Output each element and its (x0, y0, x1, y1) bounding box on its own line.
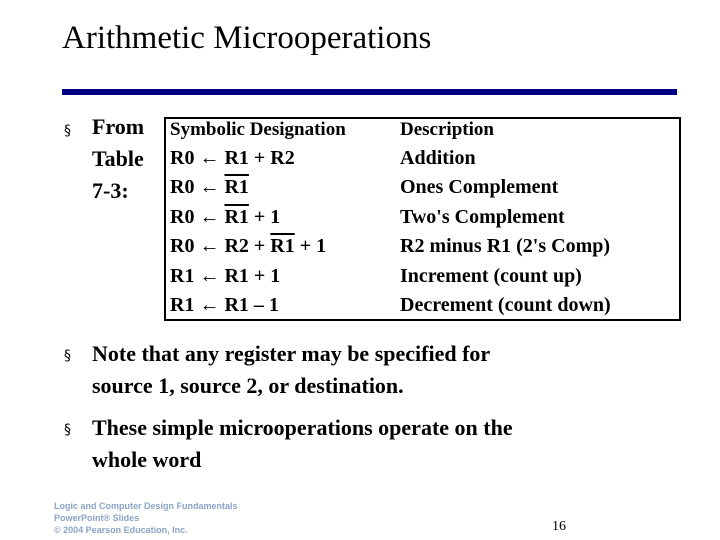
description-cell: Increment (count up) (400, 265, 582, 287)
arrow-icon: ← (199, 265, 220, 287)
footer-line-book: Logic and Computer Design Fundamentals (54, 501, 238, 511)
dest-register: R1 (170, 294, 195, 316)
expr-complement: R1 (224, 206, 249, 228)
slide-title: Arithmetic Microoperations (62, 20, 432, 56)
bullet-marker: § (64, 422, 71, 438)
note-1-line-1: Note that any register may be specified for (92, 341, 491, 366)
dest-register: R0 (170, 176, 195, 198)
expr-pre: R2 + (224, 235, 271, 257)
footer-line-slides: PowerPoint® Slides (54, 513, 140, 523)
intro-line-ref: 7-3: (92, 178, 129, 203)
dest-register: R0 (170, 235, 195, 257)
designation-cell (170, 206, 280, 229)
expr-post: + 1 (248, 206, 281, 228)
header-description: Description (400, 119, 494, 140)
note-1-line-2: source 1, source 2, or destination. (92, 373, 404, 398)
table-row (168, 206, 678, 235)
expr-post: + 1 (294, 235, 327, 257)
description-cell: Ones Complement (400, 176, 559, 198)
arrow-icon: ← (199, 176, 220, 198)
table-row (168, 294, 678, 323)
description-cell: R2 minus R1 (2's Comp) (400, 235, 611, 257)
arrow-icon: ← (199, 294, 220, 316)
expr-pre: R1 – 1 (224, 294, 279, 316)
expr-pre: R1 + 1 (224, 265, 281, 287)
designation-cell (170, 235, 326, 258)
note-2-line-1: These simple microoperations operate on the (92, 415, 513, 440)
header-designation: Symbolic Designation (170, 119, 346, 140)
table-row (168, 265, 678, 294)
description-cell: Decrement (count down) (400, 294, 611, 316)
intro-line-from: From (92, 114, 145, 139)
note-2-line-2: whole word (92, 447, 202, 472)
arrow-icon: ← (199, 206, 220, 228)
expr-pre: R1 + R2 (224, 147, 295, 169)
title-underline (62, 89, 677, 95)
dest-register: R0 (170, 147, 195, 169)
bullet-marker: § (64, 348, 71, 364)
designation-cell (170, 294, 279, 317)
table-row (168, 176, 678, 205)
expr-complement: R1 (270, 235, 295, 257)
dest-register: R0 (170, 206, 195, 228)
arrow-icon: ← (199, 147, 220, 169)
description-cell: Two's Complement (400, 206, 565, 228)
footer-line-copyright: © 2004 Pearson Education, Inc. (54, 525, 188, 535)
intro-line-table: Table (92, 146, 144, 171)
designation-cell (170, 147, 295, 170)
dest-register: R1 (170, 265, 195, 287)
table-row (168, 147, 678, 176)
designation-cell (170, 176, 249, 199)
designation-cell (170, 265, 280, 288)
expr-complement: R1 (224, 176, 249, 198)
table-header-row (168, 119, 678, 148)
arrow-icon: ← (199, 235, 220, 257)
bullet-marker: § (64, 123, 71, 139)
table-row (168, 235, 678, 264)
page-number: 16 (552, 519, 566, 534)
publisher-logo (54, 500, 238, 536)
description-cell: Addition (400, 147, 476, 169)
